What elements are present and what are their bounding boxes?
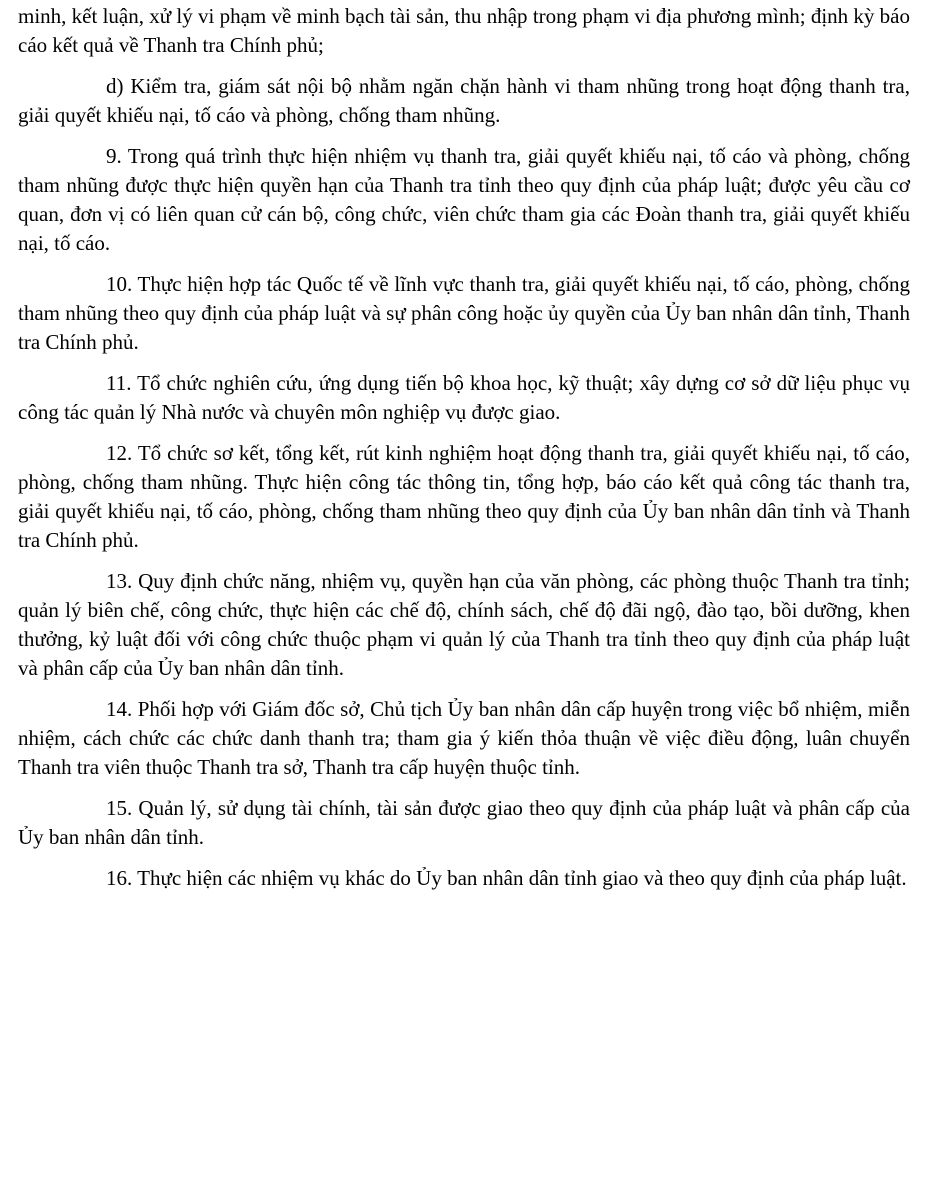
paragraph-item-9: 9. Trong quá trình thực hiện nhiệm vụ thanh tra, giải quyết khiếu nại, tố cáo và phòng, chống tham nhũng được thực hiện quyền hạn của Thanh tra tỉnh theo quy định của pháp luật; được yêu cầu cơ quan, đơn vị có liên quan cử cán bộ, công chức, viên chức tham gia các Đoàn thanh tra, giải quyết khiếu nại, tố cáo. bbox=[18, 144, 910, 255]
paragraph-item-15: 15. Quản lý, sử dụng tài chính, tài sản được giao theo quy định của pháp luật và phân cấp của Ủy ban nhân dân tỉnh. bbox=[18, 796, 910, 849]
paragraph-item-16: 16. Thực hiện các nhiệm vụ khác do Ủy ban nhân dân tỉnh giao và theo quy định của pháp luật. bbox=[106, 866, 907, 890]
paragraph-item-d: d) Kiểm tra, giám sát nội bộ nhằm ngăn chặn hành vi tham nhũng trong hoạt động thanh tra, giải quyết khiếu nại, tố cáo và phòng, chống tham nhũng. bbox=[18, 74, 910, 127]
paragraph-item-14: 14. Phối hợp với Giám đốc sở, Chủ tịch Ủy ban nhân dân cấp huyện trong việc bổ nhiệm, miễn nhiệm, cách chức các chức danh thanh tra; tham gia ý kiến thỏa thuận về việc điều động, luân chuyển Thanh tra viên thuộc Thanh tra sở, Thanh tra cấp huyện thuộc tỉnh. bbox=[18, 697, 910, 779]
paragraph-item-13: 13. Quy định chức năng, nhiệm vụ, quyền hạn của văn phòng, các phòng thuộc Thanh tra tỉnh; quản lý biên chế, công chức, thực hiện các chế độ, chính sách, chế độ đãi ngộ, đào tạo, bồi dưỡng, khen thưởng, kỷ luật đối với công chức thuộc phạm vi quản lý của Thanh tra tỉnh theo quy định của pháp luật và phân cấp của Ủy ban nhân dân tỉnh. bbox=[18, 569, 910, 680]
paragraph-item-11: 11. Tổ chức nghiên cứu, ứng dụng tiến bộ khoa học, kỹ thuật; xây dựng cơ sở dữ liệu phục vụ công tác quản lý Nhà nước và chuyên môn nghiệp vụ được giao. bbox=[18, 371, 910, 424]
paragraph-item-12: 12. Tổ chức sơ kết, tổng kết, rút kinh nghiệm hoạt động thanh tra, giải quyết khiếu nại, tố cáo, phòng, chống tham nhũng. Thực hiện công tác thông tin, tổng hợp, báo cáo kết quả công tác thanh tra, giải quyết khiếu nại, tố cáo, phòng, chống tham nhũng theo quy định của Ủy ban nhân dân tỉnh và Thanh tra Chính phủ. bbox=[18, 441, 910, 552]
paragraph-item-10: 10. Thực hiện hợp tác Quốc tế về lĩnh vực thanh tra, giải quyết khiếu nại, tố cáo, phòng, chống tham nhũng theo quy định của pháp luật và sự phân công hoặc ủy quyền của Ủy ban nhân dân tỉnh, Thanh tra Chính phủ. bbox=[18, 272, 910, 354]
paragraph-continuation: minh, kết luận, xử lý vi phạm về minh bạch tài sản, thu nhập trong phạm vi địa phương mình; định kỳ báo cáo kết quả về Thanh tra Chính phủ; bbox=[18, 4, 910, 57]
